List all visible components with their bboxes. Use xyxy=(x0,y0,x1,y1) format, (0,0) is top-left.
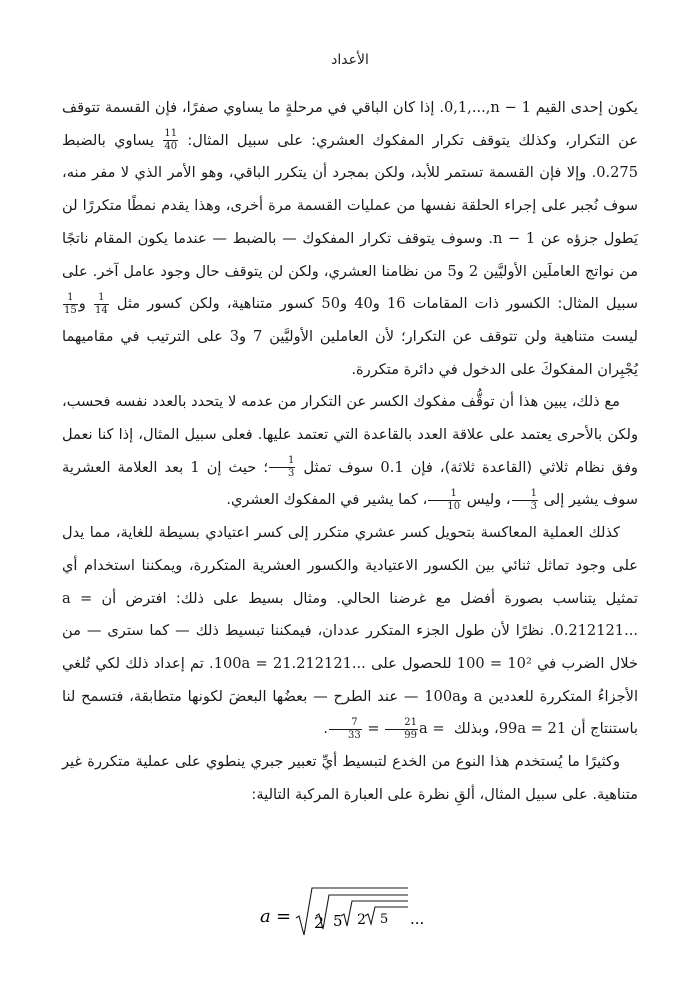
text-run: للحصول على xyxy=(365,654,457,672)
text-run: سوف تمثل xyxy=(296,458,381,476)
inline-math: 0.275 xyxy=(596,164,638,182)
fraction xyxy=(63,293,78,316)
nested-radical-svg xyxy=(250,886,450,942)
fraction xyxy=(512,489,538,512)
text-run: . xyxy=(323,720,329,738)
text-run: و xyxy=(460,687,474,705)
text-run: ؛ حيث إن xyxy=(199,458,268,476)
text-run: بعد العلامة العشرية سوف يشير إلى xyxy=(62,458,638,509)
inline-math: a xyxy=(473,687,483,705)
text-run: و xyxy=(456,262,469,280)
inline-math: 0,1,...,n − 1 xyxy=(443,99,531,116)
fraction-denominator: 3 xyxy=(288,468,295,480)
fraction-numerator: 1 xyxy=(63,293,78,305)
text-run: و xyxy=(372,295,387,313)
formula-ellipsis: ... xyxy=(410,910,425,928)
inline-math: 99a = 21 xyxy=(498,720,567,738)
inline-math: 16 xyxy=(387,295,406,313)
text-run: . وسوف يتوقف تكرار المفكوك — بالضبط — عندما يكون المقام ناتجًا من نواتج العاملَين الأوليَّين xyxy=(62,229,639,280)
formula-term-2: 5 xyxy=(333,912,343,930)
fraction xyxy=(385,718,418,741)
running-header: الأعداد xyxy=(331,52,369,68)
text-run: كذلك العملية المعاكسة بتحويل كسر عشري متكرر إلى كسر اعتيادي بسيطة للغاية، مما يدل على وجود تماثل ثنائي بين الكسور الاعتيادية والكسور العشرية المتكررة، ويمكننا استخدام أي تمثيل يتناسب بصورة أفضل مع غرضنا الحالي. ومثال بسيط على ذلك: افترض أن xyxy=(62,524,638,607)
nested-radical-formula xyxy=(0,886,700,947)
text-run: . تم إعداد ذلك لكي تُلغي الأجزاءُ المتكررة للعددين xyxy=(62,654,639,705)
fraction-numerator: 1 xyxy=(428,489,461,501)
text-run: و xyxy=(339,295,355,313)
fraction-denominator: 40 xyxy=(164,141,178,153)
fraction-numerator: 7 xyxy=(329,718,362,730)
inline-math: 1 xyxy=(190,458,200,476)
fraction-denominator: 3 xyxy=(530,500,537,512)
text-run: يساوي بالضبط xyxy=(62,131,163,149)
text-run: وكثيرًا ما يُستخدم هذا النوع من الخدع لتبسيط أيِّ تعبير جبري ينطوي على عملية متكررة غير متناهية. على سبيل المثال، ألقِ نظرة على العبارة المركبة التالية: xyxy=(62,753,638,803)
text-run: . نظرًا لأن طول الجزء المتكرر عددان، فيمكننا تبسيط ذلك — كما سترى — من خلال الضرب في xyxy=(62,622,638,672)
text-run: ، وليس xyxy=(462,491,511,509)
formula-term-4: 5 xyxy=(380,912,389,927)
inline-math: 2 xyxy=(468,262,479,280)
formula-term-3: 2 xyxy=(357,912,366,928)
fraction-denominator: 99 xyxy=(404,729,418,741)
fraction-numerator: 21 xyxy=(385,718,418,730)
text-run: و xyxy=(239,327,254,345)
inline-math: a = 0.212121... xyxy=(62,589,638,640)
fraction-denominator: 10 xyxy=(447,500,461,512)
inline-math: 50 xyxy=(321,295,340,313)
fraction-numerator: 11 xyxy=(164,128,178,140)
text-run: ليست متناهية ولن تتوقف عن التكرار؛ لأن العاملين الأوليَّين xyxy=(262,327,638,345)
text-run: . وإلا فإن القسمة تستمر للأبد، ولكن بمجرد أن يتكرر الباقي، وهو الأمر الذي لا مفر منه، سوف نُجبر على إجراء الحلقة نفسها من عمليات القسمة مرة أخرى، وهذا يقدم نمطًا متكررًا لن يَطول جزؤه عن xyxy=(62,164,638,247)
fraction xyxy=(163,129,178,152)
inline-math: 3 xyxy=(229,327,240,345)
inline-math: a = xyxy=(419,720,450,738)
inline-math: 40 xyxy=(354,295,373,313)
text-run: و xyxy=(78,295,93,313)
inline-math: 100 = 10² xyxy=(456,654,532,672)
inline-math: 0.1 xyxy=(380,458,404,476)
body-text xyxy=(62,92,638,811)
fraction-denominator: 33 xyxy=(348,729,361,741)
fraction xyxy=(269,456,295,479)
fraction xyxy=(329,718,362,741)
paragraph xyxy=(62,746,638,811)
inline-math: = xyxy=(362,720,385,738)
fraction-denominator: 15 xyxy=(64,304,77,316)
paragraph xyxy=(62,386,638,517)
inline-math: 100a xyxy=(424,687,461,705)
text-run: كسور متناهية، ولكن كسور مثل xyxy=(109,295,322,313)
text-run: يكون إحدى القيم xyxy=(530,99,638,116)
inline-math: n − 1 xyxy=(492,229,536,247)
fraction-numerator: 1 xyxy=(94,293,109,305)
fraction-numerator: 1 xyxy=(512,489,538,501)
inline-math: 5 xyxy=(447,262,457,280)
formula-term-1: 2 xyxy=(314,913,325,932)
text-run: . إذا كان الباقي في مرحلةٍ ما يساوي صفرًا، فإن القسمة تتوقف عن التكرار، وكذلك يتوقف تكرار المفكوك العشري: على سبيل المثال: xyxy=(62,99,638,149)
paragraph xyxy=(62,92,638,386)
fraction-denominator: 14 xyxy=(94,304,108,316)
inline-math: 7 xyxy=(253,327,263,345)
text-run: — عند الطرح — بعضُها البعضَ لكونها متطابقة، فتسمح لنا باستنتاج أن xyxy=(62,687,638,738)
text-run: مع ذلك، يبين هذا أن توقُّف مفكوك الكسر عن التكرار من عدمه لا يتحدد بالعدد نفسه فحسب، ولكن بالأحرى يعتمد على علاقة العدد بالقاعدة التي تعتمد عليها. فعلى سبيل المثال، إذا كنا نعمل وفق نظام ثلاثي (القاعدة ثلاثة)، فإن xyxy=(62,393,638,476)
radical-signs xyxy=(296,888,408,935)
text-run: على الترتيب في مقاميهما يُجْبِران المفكوكَ على الدخول في دائرة متكررة. xyxy=(62,327,638,378)
fraction xyxy=(428,489,461,512)
text-run: من نظامنا العشري، ولكن لن يتوقف حال وجود عامل آخر. على سبيل المثال: الكسور ذات المقامات xyxy=(62,262,639,313)
fraction-numerator: 1 xyxy=(269,456,295,468)
text-run: ، كما يشير في المفكوك العشري. xyxy=(226,491,428,509)
formula-lhs: a xyxy=(260,906,271,927)
inline-math: 100a = 21.212121... xyxy=(213,654,366,672)
fraction xyxy=(94,293,109,316)
paragraph xyxy=(62,517,638,746)
formula-equals: = xyxy=(276,906,292,927)
text-run: ، وبذلك xyxy=(449,720,499,738)
